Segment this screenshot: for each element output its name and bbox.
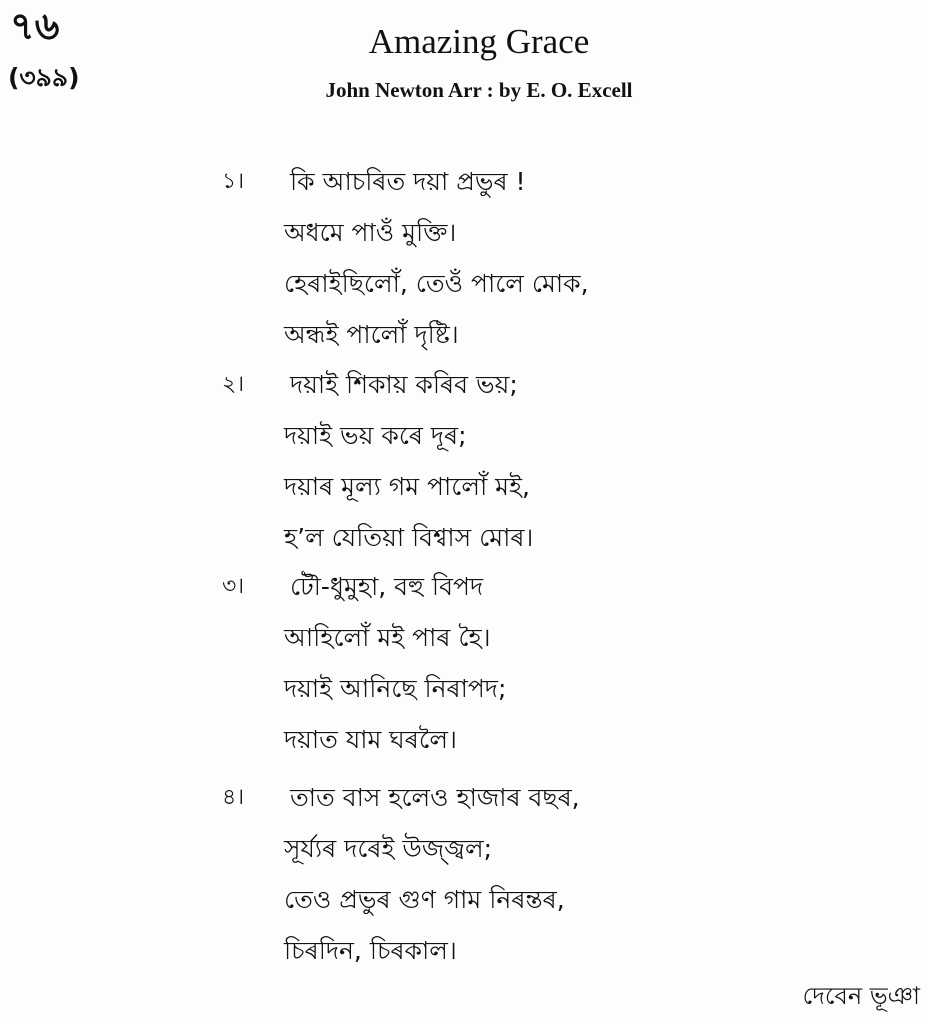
verse-line: হ’ল যেতিয়া বিশ্বাস মোৰ। bbox=[284, 523, 534, 552]
verse-lines bbox=[284, 156, 589, 360]
hymn-alt-number: (৩৯৯) bbox=[8, 63, 80, 92]
verse-line: তেও প্ৰভুৰ গুণ গাম নিৰন্তৰ, bbox=[284, 885, 565, 914]
verse-lines bbox=[284, 561, 507, 765]
verse-line: আহিলোঁ মই পাৰ হৈ। bbox=[284, 623, 491, 652]
verse-number: ৩। bbox=[222, 574, 245, 599]
verse-line: টৌ-ধুমুহা, বহু বিপদ bbox=[290, 572, 484, 601]
verse-line: অন্ধই পালোঁ দৃষ্টি। bbox=[284, 320, 459, 349]
hymn-number: ৭৬ bbox=[10, 4, 60, 48]
verse-lines bbox=[284, 772, 580, 976]
hymn-credits: John Newton Arr : by E. O. Excell bbox=[325, 78, 633, 102]
verse-line: তাত বাস হলেও হাজাৰ বছৰ, bbox=[290, 783, 580, 812]
verse-line: অধমে পাওঁ মুক্তি। bbox=[284, 218, 457, 247]
verse-line: দয়াৰ মূল্য গম পালোঁ মই, bbox=[284, 472, 530, 501]
verse-line: হেৰাইছিলোঁ, তেওঁ পালে মোক, bbox=[284, 269, 589, 298]
verse-line: দয়াই আনিছে নিৰাপদ; bbox=[284, 674, 507, 703]
verse-line: কি আচৰিত দয়া প্ৰভুৰ ! bbox=[290, 167, 526, 196]
verse-number: ৪। bbox=[222, 785, 245, 810]
hymn-title: Amazing Grace bbox=[368, 22, 590, 61]
verse-number: ২। bbox=[222, 372, 245, 397]
verse-line: চিৰদিন, চিৰকাল। bbox=[284, 936, 457, 965]
verse-line: দয়াত যাম ঘৰলৈ। bbox=[284, 725, 457, 754]
verse-line: দয়াই ভয় কৰে দূৰ; bbox=[284, 421, 467, 450]
translator-name: দেবেন ভূঞা bbox=[802, 982, 920, 1010]
verse-lines bbox=[284, 359, 534, 563]
verse-line: দয়াই শিকায় কৰিব ভয়; bbox=[290, 370, 518, 399]
verse-line: সূৰ্য্যৰ দৰেই উজ্জ্বল; bbox=[284, 834, 493, 863]
verse-number: ১। bbox=[222, 169, 245, 194]
